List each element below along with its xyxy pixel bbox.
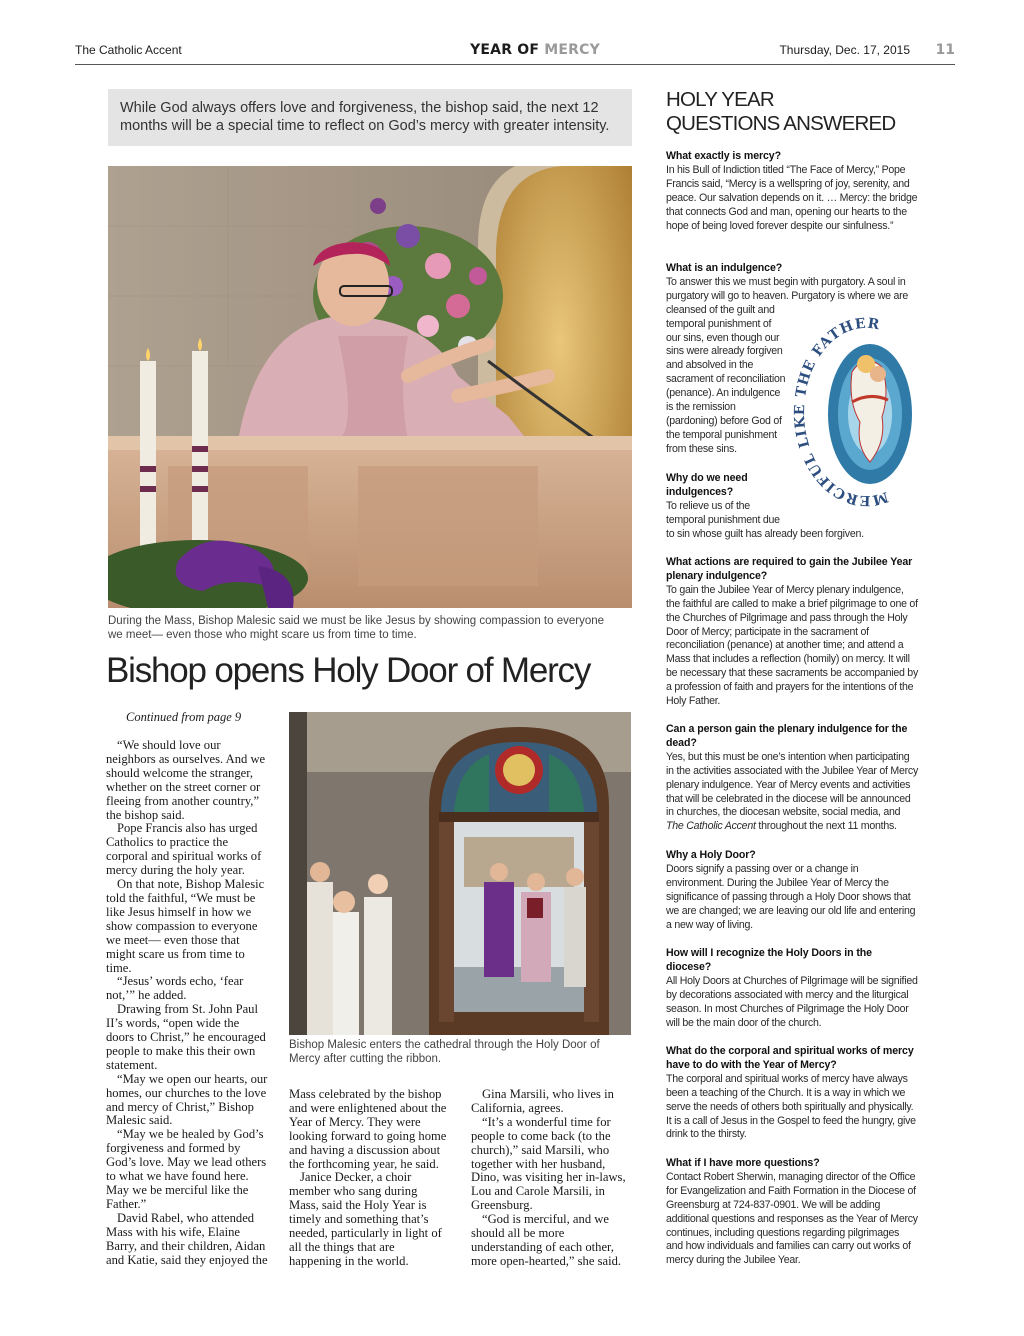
qa-answer-end: throughout the next 11 months. <box>758 820 897 833</box>
qa-answer: The corporal and spiritual works of mercy have always been a teaching of the Church. It is a way in which we serve the needs of others both spiritually and physically. It is a call of Jesus in the Gospel to feed the hungry, give drink to the thirsty. <box>666 1072 916 1141</box>
qa-question: What if I have more questions? <box>666 1157 820 1169</box>
paragraph: “May we open our hearts, our homes, our churches to the love and mercy of Christ,” Bishop Malesic said. <box>106 1071 268 1128</box>
paragraph: “It’s a wonderful time for people to come back (to the church),” said Marsili, who together with her husband, Dino, was visiting her in-laws, Lou and Carole Marsili, in Greensburg. <box>471 1114 626 1213</box>
article-headline: Bishop opens Holy Door of Mercy <box>106 651 591 690</box>
qa-answer: To gain the Jubilee Year of Mercy plenary indulgence, the faithful are called to make a brief pilgrimage to one of the Churches of Pilgrimage and pass through the Holy Door of Mercy; participate in the sacrament of reconciliation (penance) at another time; and attend a Mass that includes a reflection (homily) on mercy. It will be necessary that these sacraments be accompanied by a profession of faith and prayers for the intentions of the Holy Father. <box>666 583 918 708</box>
sidebar-title <box>666 88 956 136</box>
qa-question: Why a Holy Door? <box>666 849 756 861</box>
paragraph: “We should love our neighbors as ourselves. And we should welcome the stranger, whether on the street corner or fleeing from another country,” the bishop said. <box>106 738 266 822</box>
page-number: 11 <box>935 42 955 58</box>
qa-question: What exactly is mercy? <box>666 150 781 162</box>
photo-bishop-pulpit <box>108 166 632 608</box>
qa-item-jubilee-actions <box>666 556 918 709</box>
paragraph: Gina Marsili, who lives in California, agrees. <box>471 1087 614 1115</box>
header-rule <box>75 64 955 65</box>
qa-question: Can a person gain the plenary indulgence for the dead? <box>666 723 908 749</box>
publication-reference: The Catholic Accent <box>666 820 756 833</box>
article-column-3 <box>471 1088 631 1269</box>
paragraph: Mass celebrated by the bishop and were enlightened about the Year of Mercy. They were looking forward to going home and having a discussion about the forthcoming year, he said. <box>289 1087 447 1171</box>
qa-question: What actions are required to gain the Jubilee Year plenary indulgence? <box>666 556 913 582</box>
qa-answer <box>666 751 918 834</box>
qa-item-more-questions <box>666 1157 918 1268</box>
issue-date: Thursday, Dec. 17, 2015 <box>779 43 910 57</box>
section-title-part1: YEAR OF <box>470 42 540 58</box>
sidebar-title-line2: QUESTIONS ANSWERED <box>666 112 896 135</box>
paragraph: On that note, Bishop Malesic told the faithful, “We must be like Jesus himself in how we show compassion to everyone we meet— even those that might scare us from time to time. <box>106 877 265 975</box>
publication-name: The Catholic Accent <box>75 43 182 57</box>
photo2-caption: Bishop Malesic enters the cathedral through the Holy Door of Mercy after cutting the ribbon. <box>289 1039 600 1065</box>
year-of-mercy-logo <box>790 312 918 512</box>
qa-item-recognize-doors <box>666 947 918 1030</box>
year-of-mercy-logo-graphic <box>790 312 918 512</box>
logo-text: MERCIFUL LIKE THE FATHER <box>791 315 890 509</box>
qa-question: What do the corporal and spiritual works of mercy have to do with the Year of Mercy? <box>666 1045 914 1071</box>
article-column-1 <box>106 739 268 1267</box>
section-title <box>420 42 650 58</box>
qa-answer-continued: temporal punishment of our sins, even though our sins were already forgiven and absolved in the sacrament of reconciliation (penance). An indulgence is the remission (pardoning) before God of the temporal punishment from these sins. <box>666 317 786 455</box>
pull-quote: While God always offers love and forgiveness, the bishop said, the next 12 months will be a special time to reflect on God’s mercy with greater intensity. <box>108 89 632 146</box>
paragraph: Pope Francis also has urged Catholics to practice the corporal and spiritual works of mercy during the holy year. <box>106 821 262 878</box>
qa-question: Why do we need indulgences? <box>666 472 748 498</box>
qa-answer-text: Yes, but this must be one’s intention when participating in the activities associated with the Jubilee Year of Mercy plenary indulgence. Year of Mercy events and activities that will be celebrated in the diocese will be announced in churches, the diocesan website, social media, and <box>666 750 919 819</box>
sidebar-title-line1: HOLY YEAR <box>666 88 774 111</box>
photo-holy-door <box>289 712 631 1035</box>
qa-item-works-of-mercy <box>666 1045 918 1142</box>
paragraph: “Jesus’ words echo, ‘fear not,’” he added. <box>106 974 244 1003</box>
qa-item-indulgence-dead <box>666 723 918 834</box>
paragraph: Drawing from St. John Paul II’s words, “open wide the doors to Christ,” he encouraged people to make this their own statement. <box>106 1002 266 1072</box>
qa-item-mercy <box>666 150 918 233</box>
qa-answer: To relieve us of the temporal punishment due <box>666 499 780 526</box>
paragraph: “May we be healed by God’s forgiveness and formed by God’s love. May we lead others to what we have found here. May we be merciful like the Father.” <box>106 1127 267 1211</box>
photo1-caption: During the Mass, Bishop Malesic said we must be like Jesus by showing compassion to everyone we meet— even those who might scare us from time to time. <box>108 615 605 641</box>
section-title-part2: MERCY <box>544 42 600 58</box>
qa-question: How will I recognize the Holy Doors in the diocese? <box>666 947 872 973</box>
paragraph: Janice Decker, a choir member who sang during Mass, said the Holy Year is timely and something that’s needed, particularly in light of all the things that are happening in the world. <box>289 1170 442 1268</box>
qa-answer: All Holy Doors at Churches of Pilgrimage will be signified by decorations associated with mercy and the liturgical season. In most Churches of Pilgrimage the Holy Door will be the main door of the church. <box>666 974 918 1029</box>
qa-answer: Contact Robert Sherwin, managing director of the Office for Evangelization and Faith Formation in the Diocese of Greensburg at 724-837-0901. We will be adding additional questions and responses as the Year of Mercy continues, including questions regarding pilgrimages and how individuals and families can carry out works of mercy during the Jubilee Year. <box>666 1170 918 1267</box>
paragraph: David Rabel, who attended Mass with his wife, Elaine Barry, and their children, Aidan and Katie, said they enjoyed the <box>106 1210 268 1267</box>
article-column-2 <box>289 1088 449 1269</box>
qa-answer: In his Bull of Indiction titled “The Face of Mercy,” Pope Francis said, “Mercy is a wellspring of joy, serenity, and peace. Our salvation depends on it. … Mercy: the bridge that connects God and man, opening our hearts to the hope of being loved forever despite our sinfulness.” <box>666 163 918 232</box>
qa-item-holy-door <box>666 849 918 932</box>
continued-from: Continued from page 9 <box>126 710 242 724</box>
paragraph: “God is merciful, and we should all be more understanding of each other, more open-hearted,” she said. <box>471 1212 622 1268</box>
qa-answer: Doors signify a passing over or a change in environment. During the Jubilee Year of Mercy the significance of passing through a Holy Door shows that we are changed; we are leaving our old life and entering a new way of living. <box>666 862 916 931</box>
photo-bishop-pulpit-illustration <box>108 166 632 608</box>
qa-answer-continued: to sin whose guilt has already been forgiven. <box>666 527 864 540</box>
photo-holy-door-illustration <box>289 712 631 1035</box>
qa-question: What is an indulgence? <box>666 262 783 274</box>
qa-answer: To answer this we must begin with purgatory. A soul in purgatory will go to heaven. Purgatory is where we are cleansed of the guilt and <box>666 275 909 316</box>
